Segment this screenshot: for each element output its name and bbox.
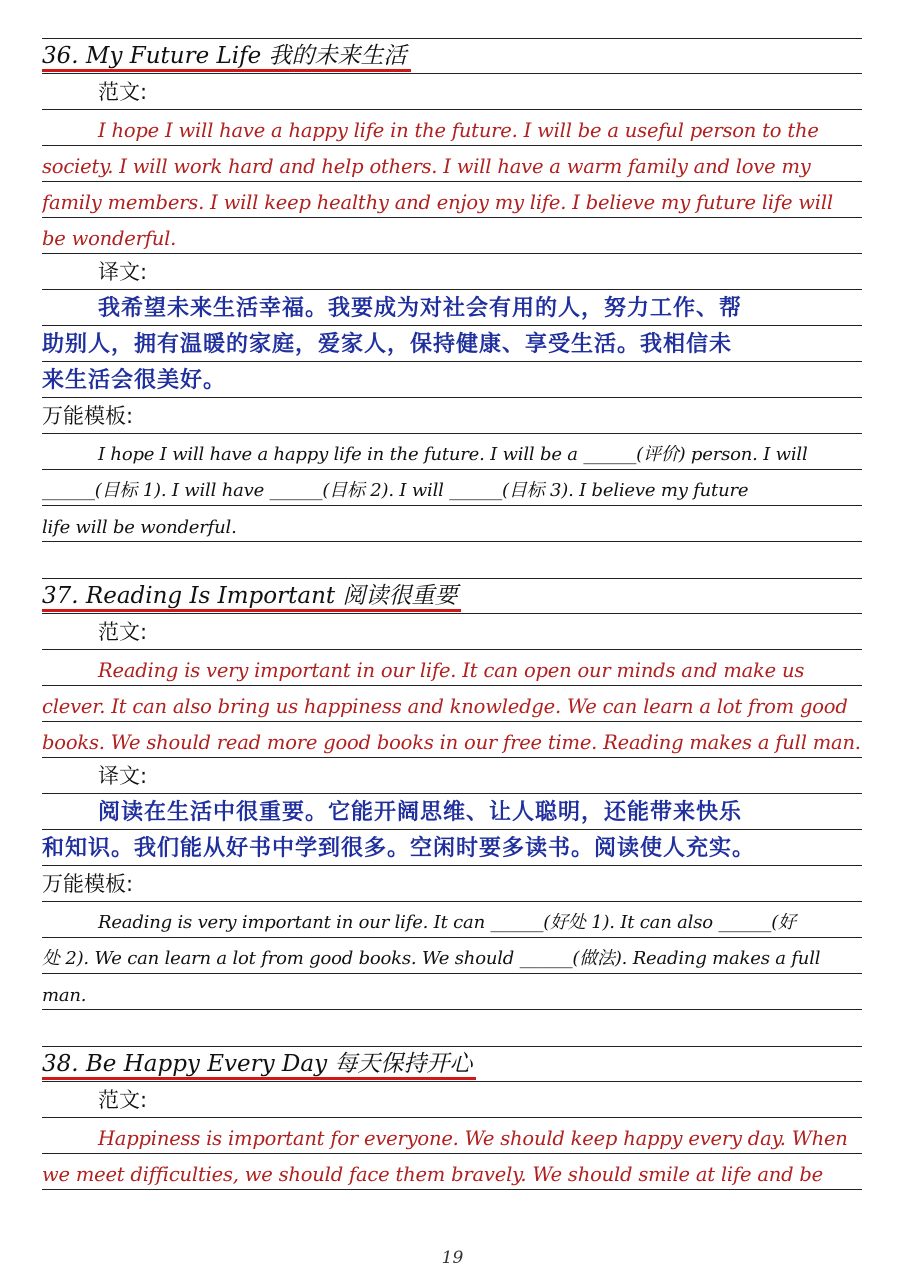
template-line: I hope I will have a happy life in the future. I will be a ______(评价) person. I will [98,444,808,465]
translation-line: 来生活会很美好。 [42,368,227,393]
template-label: 万能模板: [42,404,134,428]
model-line: family members. I will keep healthy and enjoy my life. I believe my future life will [42,191,833,214]
model-line: society. I will work hard and help others. I will have a warm family and love my [42,155,811,178]
model-line: Reading is very important in our life. It can open our minds and make us [98,659,805,682]
model-line: Happiness is important for everyone. We should keep happy every day. When [98,1127,848,1150]
template-line: ______(目标 1). I will have ______(目标 2). I will ______(目标 3). I believe my future [42,480,749,501]
template-label: 万能模板: [42,872,134,896]
translation-label: 译文: [98,764,148,788]
template-line: 处 2). We can learn a lot from good books. We should ______(做法). Reading makes a full [42,948,821,969]
model-label: 范文: [98,80,148,104]
section-title: 38. Be Happy Every Day 每天保持开心 [42,1051,476,1080]
section-36 [42,38,862,542]
model-line: books. We should read more good books in our free time. Reading makes a full man. [42,731,861,754]
translation-line: 阅读在生活中很重要。它能开阔思维、让人聪明，还能带来快乐 [98,800,743,825]
template-line: man. [42,985,87,1006]
section-38 [42,1046,862,1190]
section-title: 36. My Future Life 我的未来生活 [42,43,411,72]
model-line: I hope I will have a happy life in the future. I will be a useful person to the [98,119,819,142]
model-line: clever. It can also bring us happiness and knowledge. We can learn a lot from good [42,695,848,718]
section-37 [42,578,862,1010]
worksheet-page [42,38,862,1190]
section-gap [42,542,862,578]
section-title-line [42,578,862,614]
section-gap [42,1010,862,1046]
model-line: we meet difficulties, we should face them bravely. We should smile at life and be [42,1163,824,1186]
section-title-line [42,1046,862,1082]
model-label: 范文: [98,620,148,644]
template-line: Reading is very important in our life. It can ______(好处 1). It can also ______(好 [98,912,796,933]
section-title: 37. Reading Is Important 阅读很重要 [42,583,461,612]
model-line: be wonderful. [42,227,177,250]
model-label: 范文: [98,1088,148,1112]
page-number: 19 [441,1248,464,1268]
section-title-line [42,38,862,74]
template-line: life will be wonderful. [42,517,237,538]
translation-line: 助别人，拥有温暖的家庭，爱家人，保持健康、享受生活。我相信未 [42,332,733,357]
translation-line: 和知识。我们能从好书中学到很多。空闲时要多读书。阅读使人充实。 [42,836,756,861]
translation-line: 我希望未来生活幸福。我要成为对社会有用的人，努力工作、帮 [98,296,743,321]
translation-label: 译文: [98,260,148,284]
